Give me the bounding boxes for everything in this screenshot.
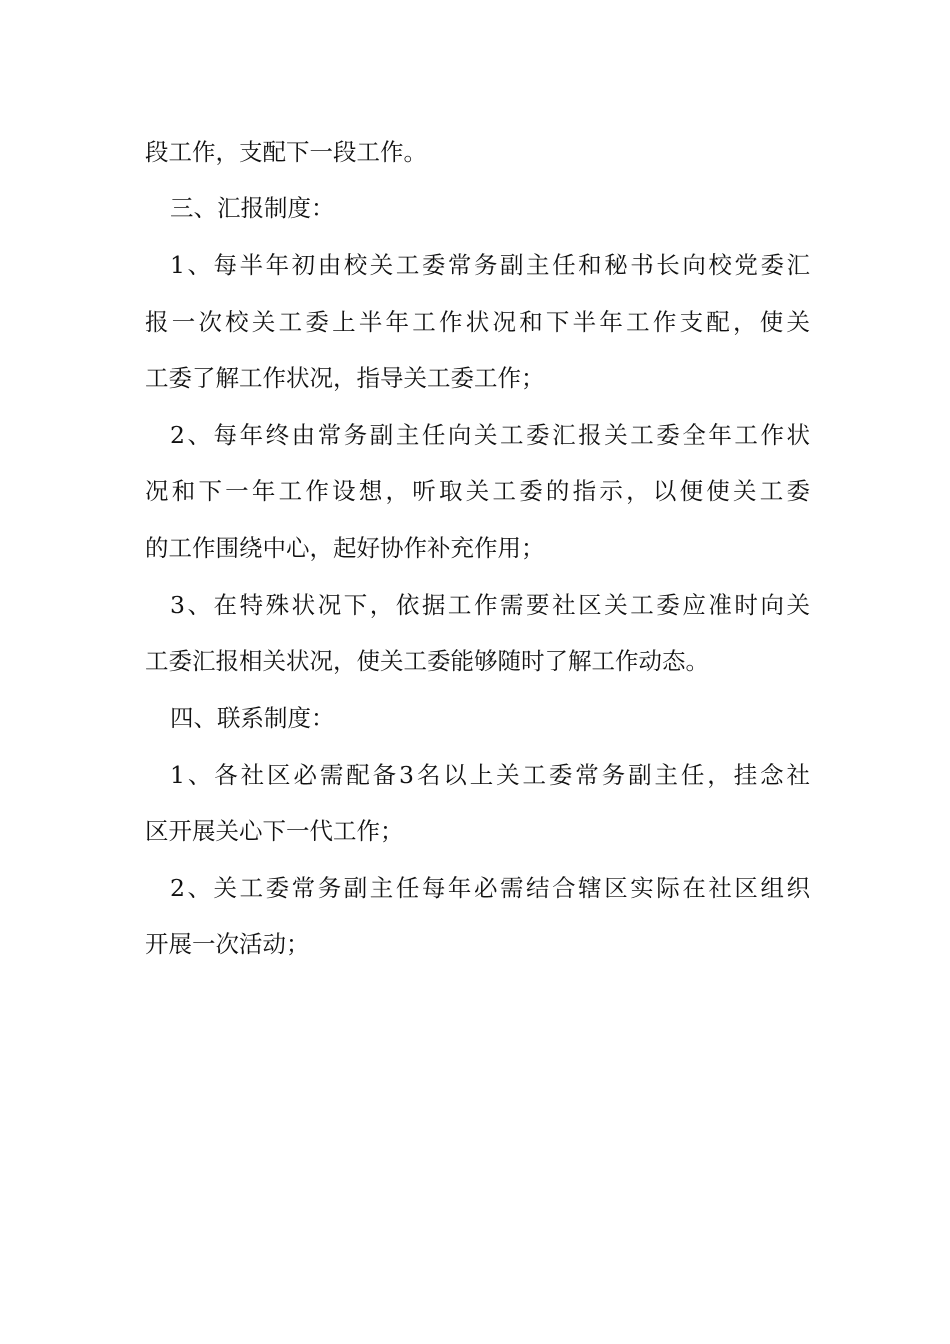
section-heading: 三、汇报制度： xyxy=(170,194,335,222)
paragraph-line: 的工作围绕中心，起好协作补充作用； xyxy=(145,534,545,562)
section-heading: 四、联系制度： xyxy=(170,704,335,732)
paragraph-line: 2、关工委常务副主任每年必需结合辖区实际在社区组织 xyxy=(170,874,810,902)
paragraph-line: 况和下一年工作设想，听取关工委的指示，以便使关工委 xyxy=(145,477,810,505)
paragraph-line: 工委了解工作状况，指导关工委工作； xyxy=(145,364,545,392)
paragraph-line: 1、各社区必需配备3名以上关工委常务副主任，挂念社 xyxy=(170,761,810,789)
paragraph-line: 1、每半年初由校关工委常务副主任和秘书长向校党委汇 xyxy=(170,251,810,279)
paragraph-line: 段工作，支配下一段工作。 xyxy=(145,138,427,166)
paragraph-line: 区开展关心下一代工作； xyxy=(145,817,404,845)
paragraph-line: 开展一次活动； xyxy=(145,930,310,958)
paragraph-line: 3、在特殊状况下，依据工作需要社区关工委应准时向关 xyxy=(170,591,810,619)
paragraph-line: 报一次校关工委上半年工作状况和下半年工作支配，使关 xyxy=(145,308,810,336)
paragraph-line: 2、每年终由常务副主任向关工委汇报关工委全年工作状 xyxy=(170,421,810,449)
paragraph-line: 工委汇报相关状况，使关工委能够随时了解工作动态。 xyxy=(145,647,709,675)
